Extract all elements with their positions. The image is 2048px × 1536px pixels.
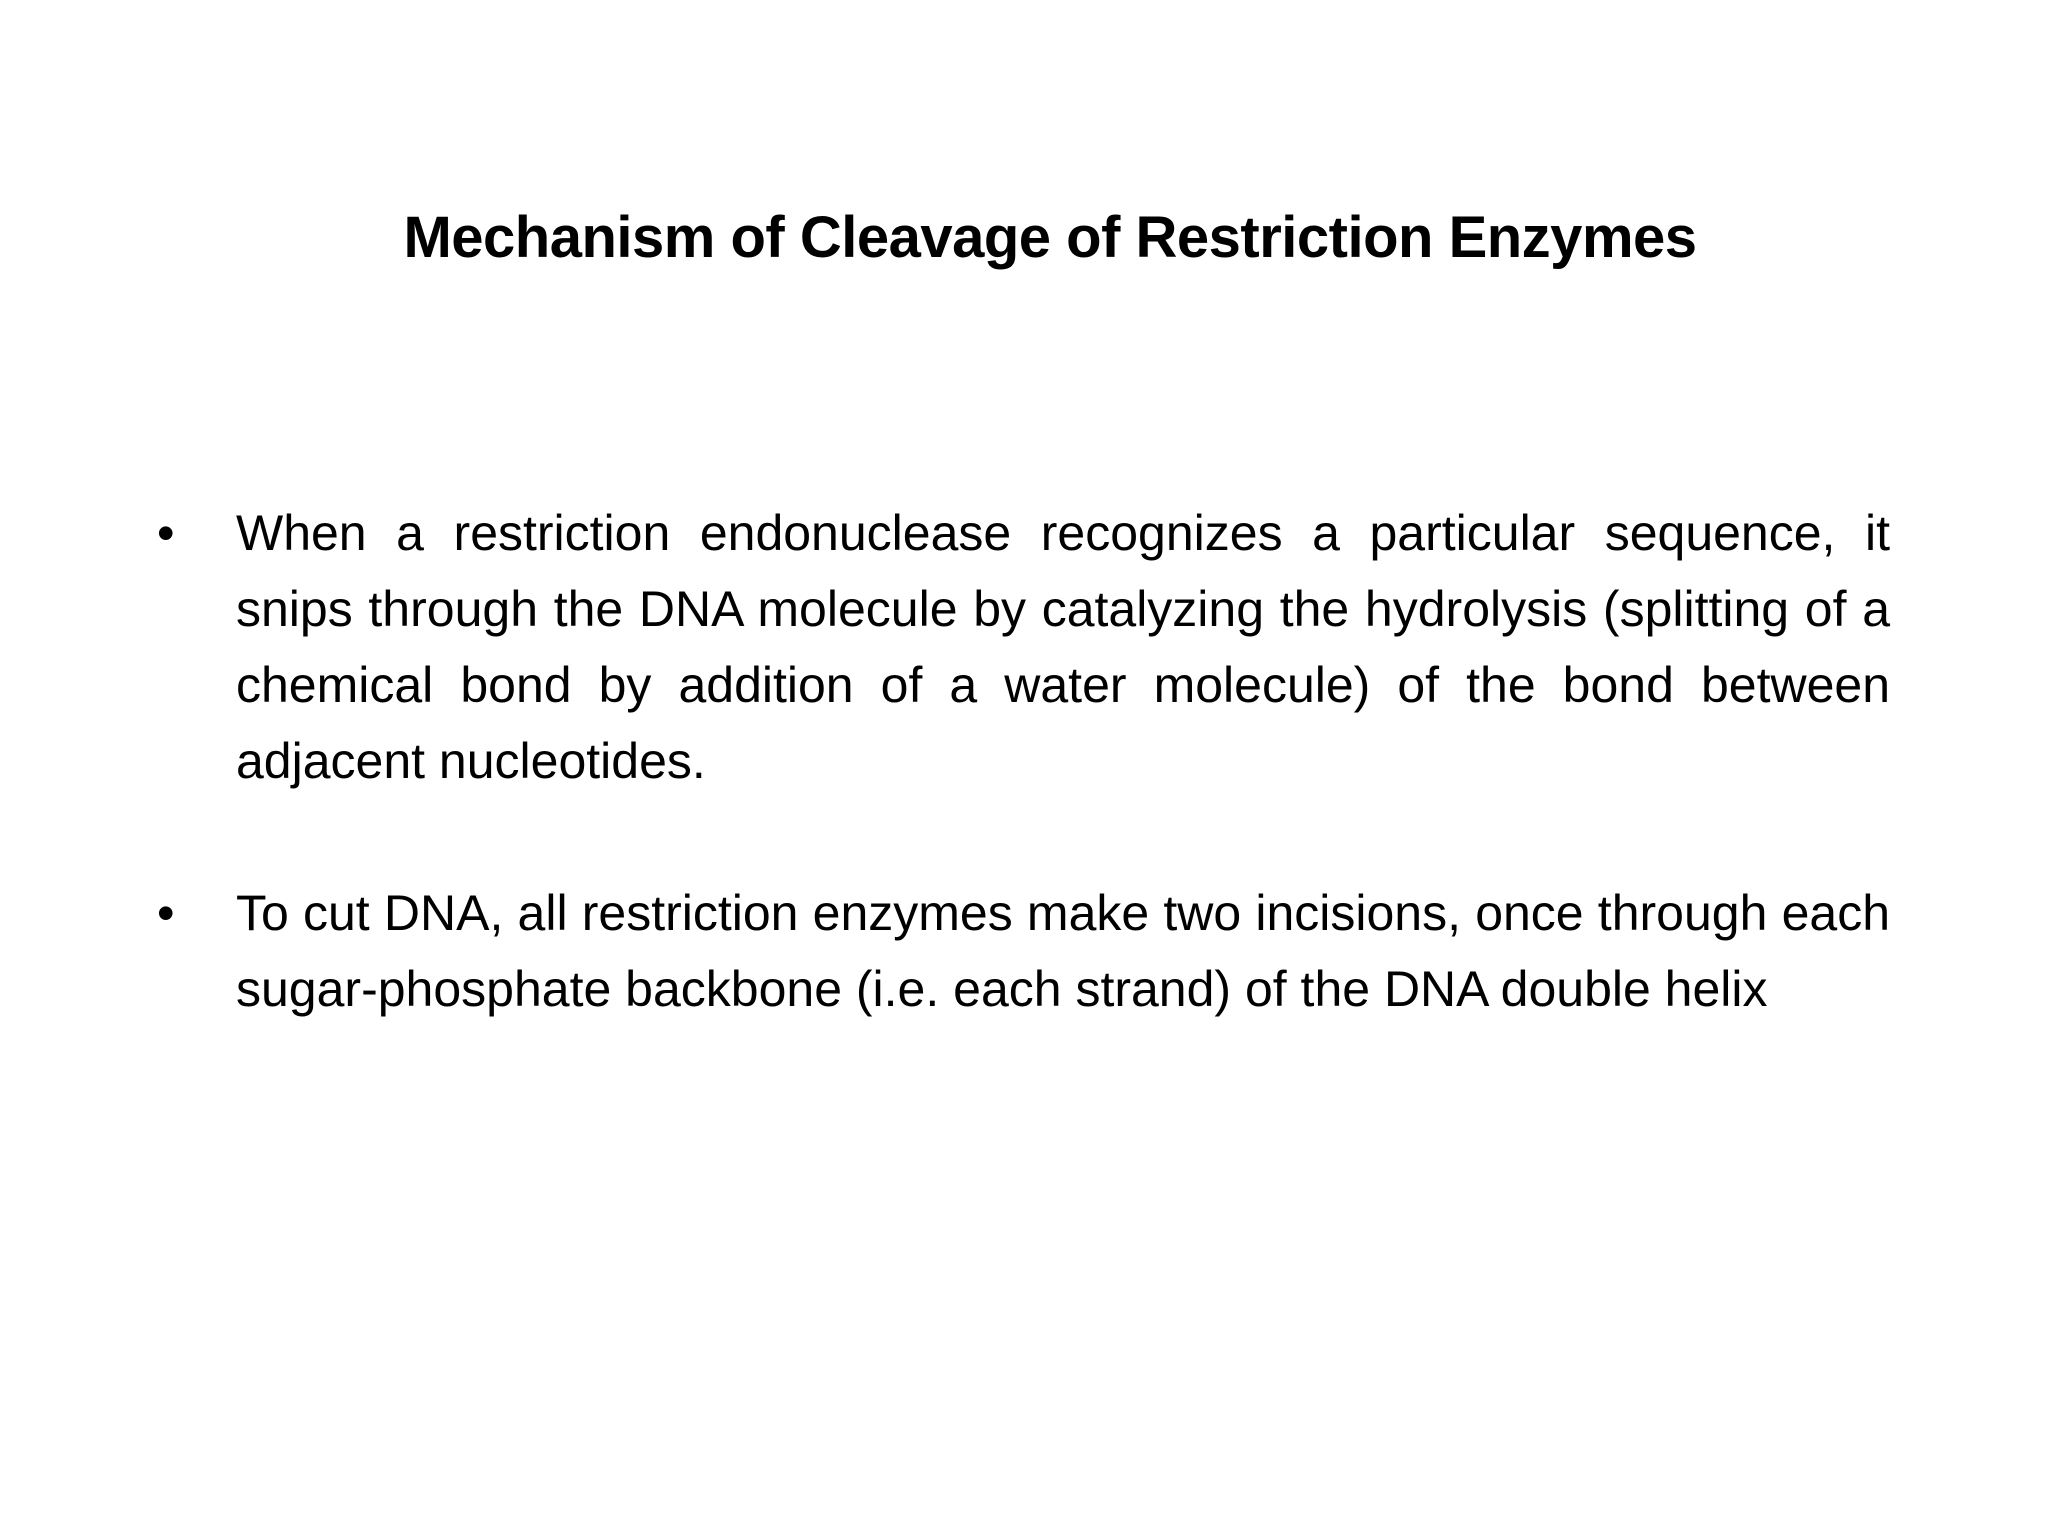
bullet-text: When a restriction endonuclease recognizes a particular sequence, it snips through the DNA molecule by catalyzing the hydrolysis (splitting of a chemical bond by addition of a water molecule) of the bond between adjacent nucleotides. [236,505,1890,789]
bullet-item [150,875,1890,1027]
bullet-item [150,495,1890,799]
bullet-text: To cut DNA, all restriction enzymes make two incisions, once through each sugar-phosphate backbone (i.e. each strand) of the DNA double helix [236,885,1890,1017]
bullet-dot-icon: • [157,505,175,561]
slide-title: Mechanism of Cleavage of Restriction Enzymes [403,205,1697,270]
bullet-list [150,495,1890,1027]
bullet-dot-icon: • [157,885,175,941]
